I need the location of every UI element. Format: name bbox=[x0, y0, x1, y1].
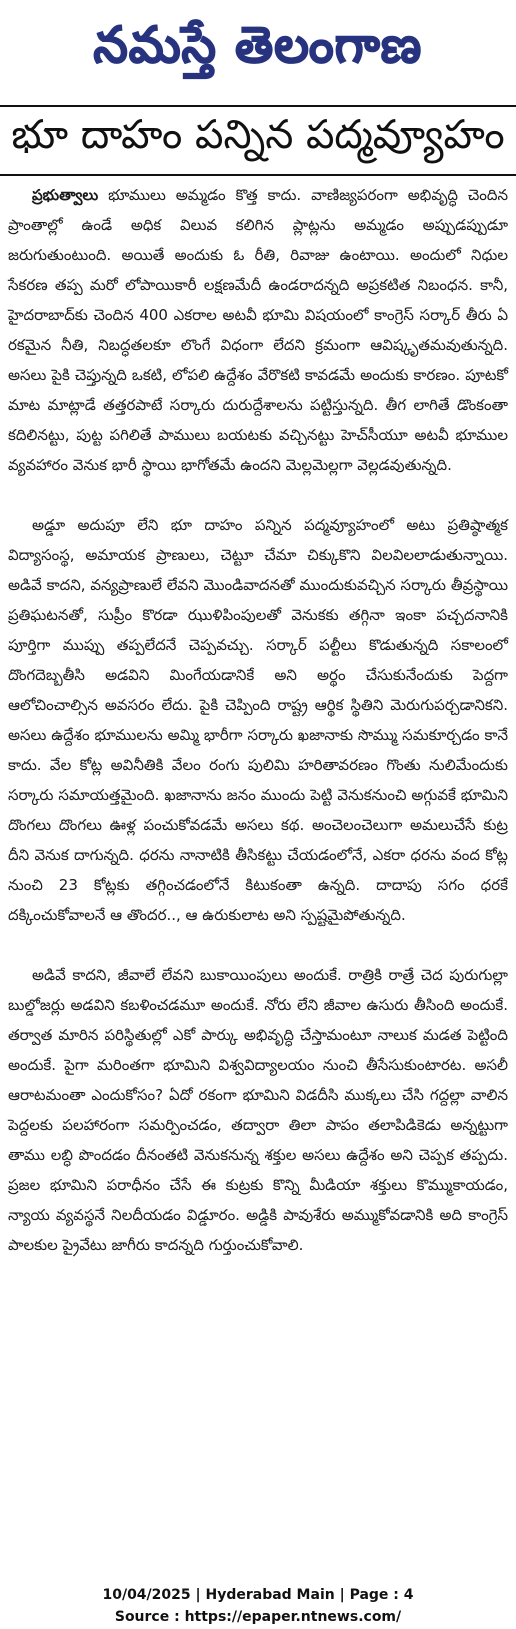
clipping-footer bbox=[0, 1584, 516, 1628]
masthead-title: నమస్తే తెలంగాణ bbox=[93, 16, 423, 74]
source-link[interactable]: Source : https://epaper.ntnews.com/ bbox=[114, 1609, 402, 1625]
article-paragraph-3 bbox=[8, 960, 508, 1260]
article-headline: భూ దాహం పన్నిన పద్మవ్యూహం bbox=[11, 112, 505, 158]
paragraph-text: అడివే కాదని, జీవాలే లేవని బుకాయింపులు అందుకే. రాత్రికి రాత్రే చెద పురుగుల్లా బుల్డోజర్లు అడవిని కబళించడమూ అందుకే. నోరు లేని జీవాల ఉసురు తీసింది అందుకే. తర్వాత మారిన పరిస్థితుల్లో ఎకో పార్కు అభివృద్ధి చేస్తామంటూ నాలుక మడత పెట్టింది అందుకే. పైగా మరింతగా భూమిని విశ్వవిద్యాలయం నుంచి తీసేసుకుంటారట. అసలీ ఆరాటమంతా ఎందుకోసం? ఏదో రకంగా భూమిని విడదీసి ముక్కలు చేసి గద్దల్లా వాలిన పెద్దలకు పలహారంగా సమర్పించడం, తద్వారా తిలా పాపం తలాపిడికెడు అన్నట్టుగా తాము లబ్ధి పొందడం దీనంతటి వెనుకనున్న శక్తుల అసలు ఉద్దేశం అని చెప్పక తప్పదు. ప్రజల భూమిని పరాధీనం చేసే ఈ కుట్రకు కొన్ని మీడియా శక్తులు కొమ్ముకాయడం, న్యాయ వ్యవస్థనే నిలదీయడం విడ్డూరం. అడ్డికి పావుశేరు అమ్ముకోవడానికి అది కాంగ్రెస్ పాలకుల ప్రైవేటు జాగీరు కాదన్నది గుర్తుంచుకోవాలి. bbox=[8, 966, 508, 1254]
headline-bottom-rule bbox=[0, 174, 516, 176]
paragraph-text: భూములు అమ్మడం కొత్త కాదు. వాణిజ్యపరంగా అభివృద్ధి చెందిన ప్రాంతాల్లో ఉండే అధిక విలువ కలిగిన ప్లాట్లను అమ్మడం అప్పుడప్పుడూ జరుగుతుంటుంది. అయితే అందుకు ఓ రీతి, రివాజు ఉంటాయి. అందులో నిధుల సేకరణ తప్ప మరో లోపాయికారీ లక్షణమేదీ ఉండరాదన్నది అప్రకటిత నిబంధన. కానీ, హైదరాబాద్‌కు చెందిన 400 ఎకరాల అటవీ భూమి విషయంలో కాంగ్రెస్ సర్కార్ తీరు ఏ రకమైన నీతి, నిబద్ధతలకూ లొంగే విధంగా లేదని క్రమంగా ఆవిష్కృతమవుతున్నది. అసలు పైకి చెప్తున్నది ఒకటి, లోపలి ఉద్దేశం వేరొకటి కావడమే అందుకు కారణం. పూటకో మాట మాట్లాడే తత్తరపాటే సర్కారు దురుద్దేశాలను పట్టిస్తున్నది. తీగ లాగితే డొంకంతా కదిలినట్టు, పుట్ట పగిలితే పాములు బయటకు వచ్చినట్టు హెచ్‌సీయూ అటవీ భూముల వ్యవహారం వెనుక భారీ స్థాయి భాగోతమే ఉందని మెల్లమెల్లగా వెల్లడవుతున్నది. bbox=[8, 186, 508, 474]
newspaper-masthead bbox=[40, 6, 476, 84]
article-paragraph-2 bbox=[8, 510, 508, 930]
paragraph-text: అడ్డూ అదుపూ లేని భూ దాహం పన్నిన పద్మవ్యూహంలో అటు ప్రతిష్ఠాత్మక విద్యాసంస్థ, అమాయక ప్రాణులు, చెట్టూ చేమా చిక్కుకొని విలవిలలాడుతున్నాయి. అడివే కాదని, వన్యప్రాణులే లేవని మొండివాదనతో ముందుకువచ్చిన సర్కారు తీవ్రస్థాయి ప్రతిఘటనతో, సుప్రీం కొరడా ఝుళిపింపులతో వెనుకకు తగ్గినా ఇంకా పచ్చదనానికి పూర్తిగా ముప్పు తప్పలేదనే చెప్పవచ్చు. సర్కార్ పల్టీలు కొడుతున్నది సకాలంలో దొంగదెబ్బతీసి అడవిని మింగేయడానికే అని అర్థం చేసుకునేందుకు పెద్దగా ఆలోచించాల్సిన అవసరం లేదు. పైకి చెప్పింది రాష్ట్ర ఆర్థిక స్థితిని మెరుగుపర్చడానికని. అసలు ఉద్దేశం భూములను అమ్మి భారీగా సర్కారు ఖజానాకు సొమ్ము సమకూర్చడం కానే కాదు. వేల కోట్ల అవినీతికి వేలం రంగు పులిమి హరితావరణం గొంతు నులిమేందుకు సర్కారు సమాయత్తమైంది. ఖజానాను జనం ముందు పెట్టి వెనుకనుంచి అగ్గువకే భూమిని దొంగలు దొంగలు ఊళ్ల పంచుకోవడమే అసలు కథ. అంచెలంచెలుగా అమలుచేసే కుట్ర దీని వెనుక దాగున్నది. ధరను నానాటికి తీసికట్టు చేయడంలోనే, ఎకరా ధరను వంద కోట్ల నుంచి 23 కోట్లకు తగ్గించడంలోనే కిటుకంతా ఉన్నది. దాదాపు సగం ధరకే దక్కించుకోవాలనే ఆ తొందర.., ఆ ఉరుకులాట అని స్పష్టమైపోతున్నది. bbox=[8, 516, 508, 924]
headline-top-rule bbox=[0, 105, 516, 107]
article-paragraph-1 bbox=[8, 180, 508, 480]
paragraph-lead-word: ప్రభుత్వాలు bbox=[32, 186, 99, 204]
edition-info: 10/04/2025 | Hyderabad Main | Page : 4 bbox=[102, 1587, 414, 1603]
article-body bbox=[8, 180, 508, 1260]
